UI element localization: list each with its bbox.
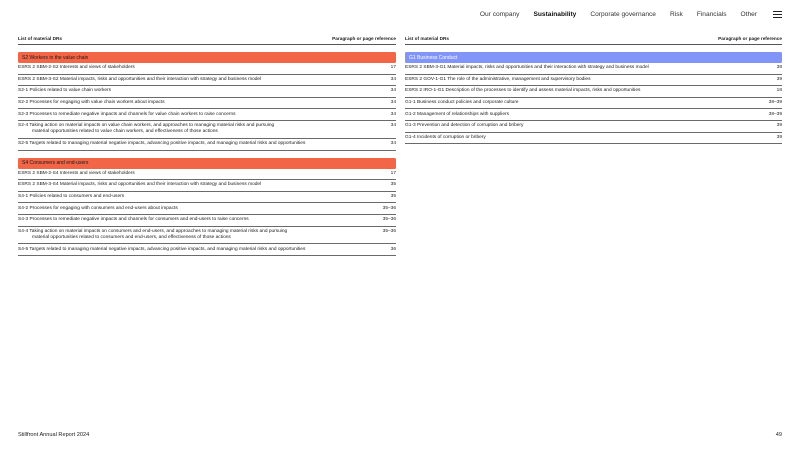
nav-financials[interactable]: Financials (696, 11, 727, 18)
table-row: S2-1 Policies related to value chain workers 34 (18, 86, 396, 98)
table-row: S2-3 Processes to remediate negative impacts and channels for value chain workers to raise concerns 34 (18, 109, 396, 121)
section-g1-rows (405, 63, 782, 144)
section-s4-header: S4 Consumers and end-users (18, 158, 396, 169)
table-row: S4-3 Processes to remediate negative impacts and channels for consumers and end-users to raise concerns 35–36 (18, 215, 396, 227)
nav-other[interactable]: Other (740, 11, 757, 18)
table-row: G1-3 Prevention and detection of corruption and bribery 39 (405, 121, 782, 133)
table-row: ESRS 2 SBM-2-S2 Interests and views of stakeholders 17 (18, 63, 396, 75)
table-row: ESRS 2 SBM-3-G1 Material impacts, risks and opportunities and their interaction with strategy and business model 38 (405, 63, 782, 75)
table-row: S4-4 Taking action on material impacts on consumers and end-users, and approaches to managing material risks and pursuing material opportunities related to consumers and end-users, and effectiveness of those actions 35–36 (18, 227, 396, 245)
left-col-ref-label: Paragraph or page reference (332, 36, 396, 41)
left-column (18, 36, 396, 256)
table-row: S2-4 Taking action on material impacts on value chain workers, and approaches to managing material risks and pursuing material opportunities related to value chain workers, and effectiveness of those actions 34 (18, 121, 396, 139)
table-row: S2-5 Targets related to managing material negative impacts, advancing positive impacts, and managing material risks and opportunities 34 (18, 139, 396, 151)
table-row: ESRS 2 GOV-1-G1 The role of the administrative, management and supervisory bodies 39 (405, 75, 782, 87)
table-row: ESRS 2 SBM-3-S2 Material impacts, risks and opportunities and their interaction with strategy and business model 34 (18, 75, 396, 87)
nav-sustainability[interactable]: Sustainability (533, 11, 577, 18)
section-s2-header: S2 Workers in the value chain (18, 52, 396, 63)
table-row: S4-1 Policies related to consumers and end-users 35 (18, 192, 396, 204)
top-navigation (466, 11, 782, 18)
table-row: G1-4 Incidents of corruption or bribery 39 (405, 133, 782, 145)
left-column-header (18, 36, 396, 45)
section-s2-rows (18, 63, 396, 151)
table-row: ESRS 2 SBM-3-S4 Material impacts, risks and opportunities and their interaction with strategy and business model 35 (18, 180, 396, 192)
right-col-ref-label: Paragraph or page reference (718, 36, 782, 41)
table-row: S4-5 Targets related to managing material negative impacts, advancing positive impacts, and managing material risks and opportunities 36 (18, 244, 396, 256)
nav-our-company[interactable]: Our company (479, 11, 520, 18)
footer-page-number: 49 (775, 432, 782, 438)
nav-corporate-governance[interactable]: Corporate governance (590, 11, 656, 18)
table-row: G1-1 Business conduct policies and corporate culture 38–39 (405, 98, 782, 110)
table-row: ESRS 2 SBM-2-S4 Interests and views of stakeholders 17 (18, 169, 396, 181)
section-g1-header: G1 Business Conduct (405, 52, 782, 63)
table-row: S2-2 Processes for engaging with value chain workers about impacts 34 (18, 98, 396, 110)
section-s4-rows (18, 169, 396, 257)
right-column (405, 36, 782, 144)
footer-report-title: Stillfront Annual Report 2024 (18, 432, 90, 438)
left-col-label: List of material DRs (18, 36, 63, 41)
right-column-header (405, 36, 782, 45)
right-col-label: List of material DRs (405, 36, 450, 41)
table-row: S4-2 Processes for engaging with consumers and end-users about impacts 35–36 (18, 203, 396, 215)
hamburger-menu-icon[interactable] (773, 11, 782, 18)
nav-risk[interactable]: Risk (669, 11, 683, 18)
table-row: G1-2 Management of relationships with suppliers 38–39 (405, 109, 782, 121)
table-row: ESRS 2 IRO-1-G1 Description of the processes to identify and assess material impacts, risks and opportunities 18 (405, 86, 782, 98)
